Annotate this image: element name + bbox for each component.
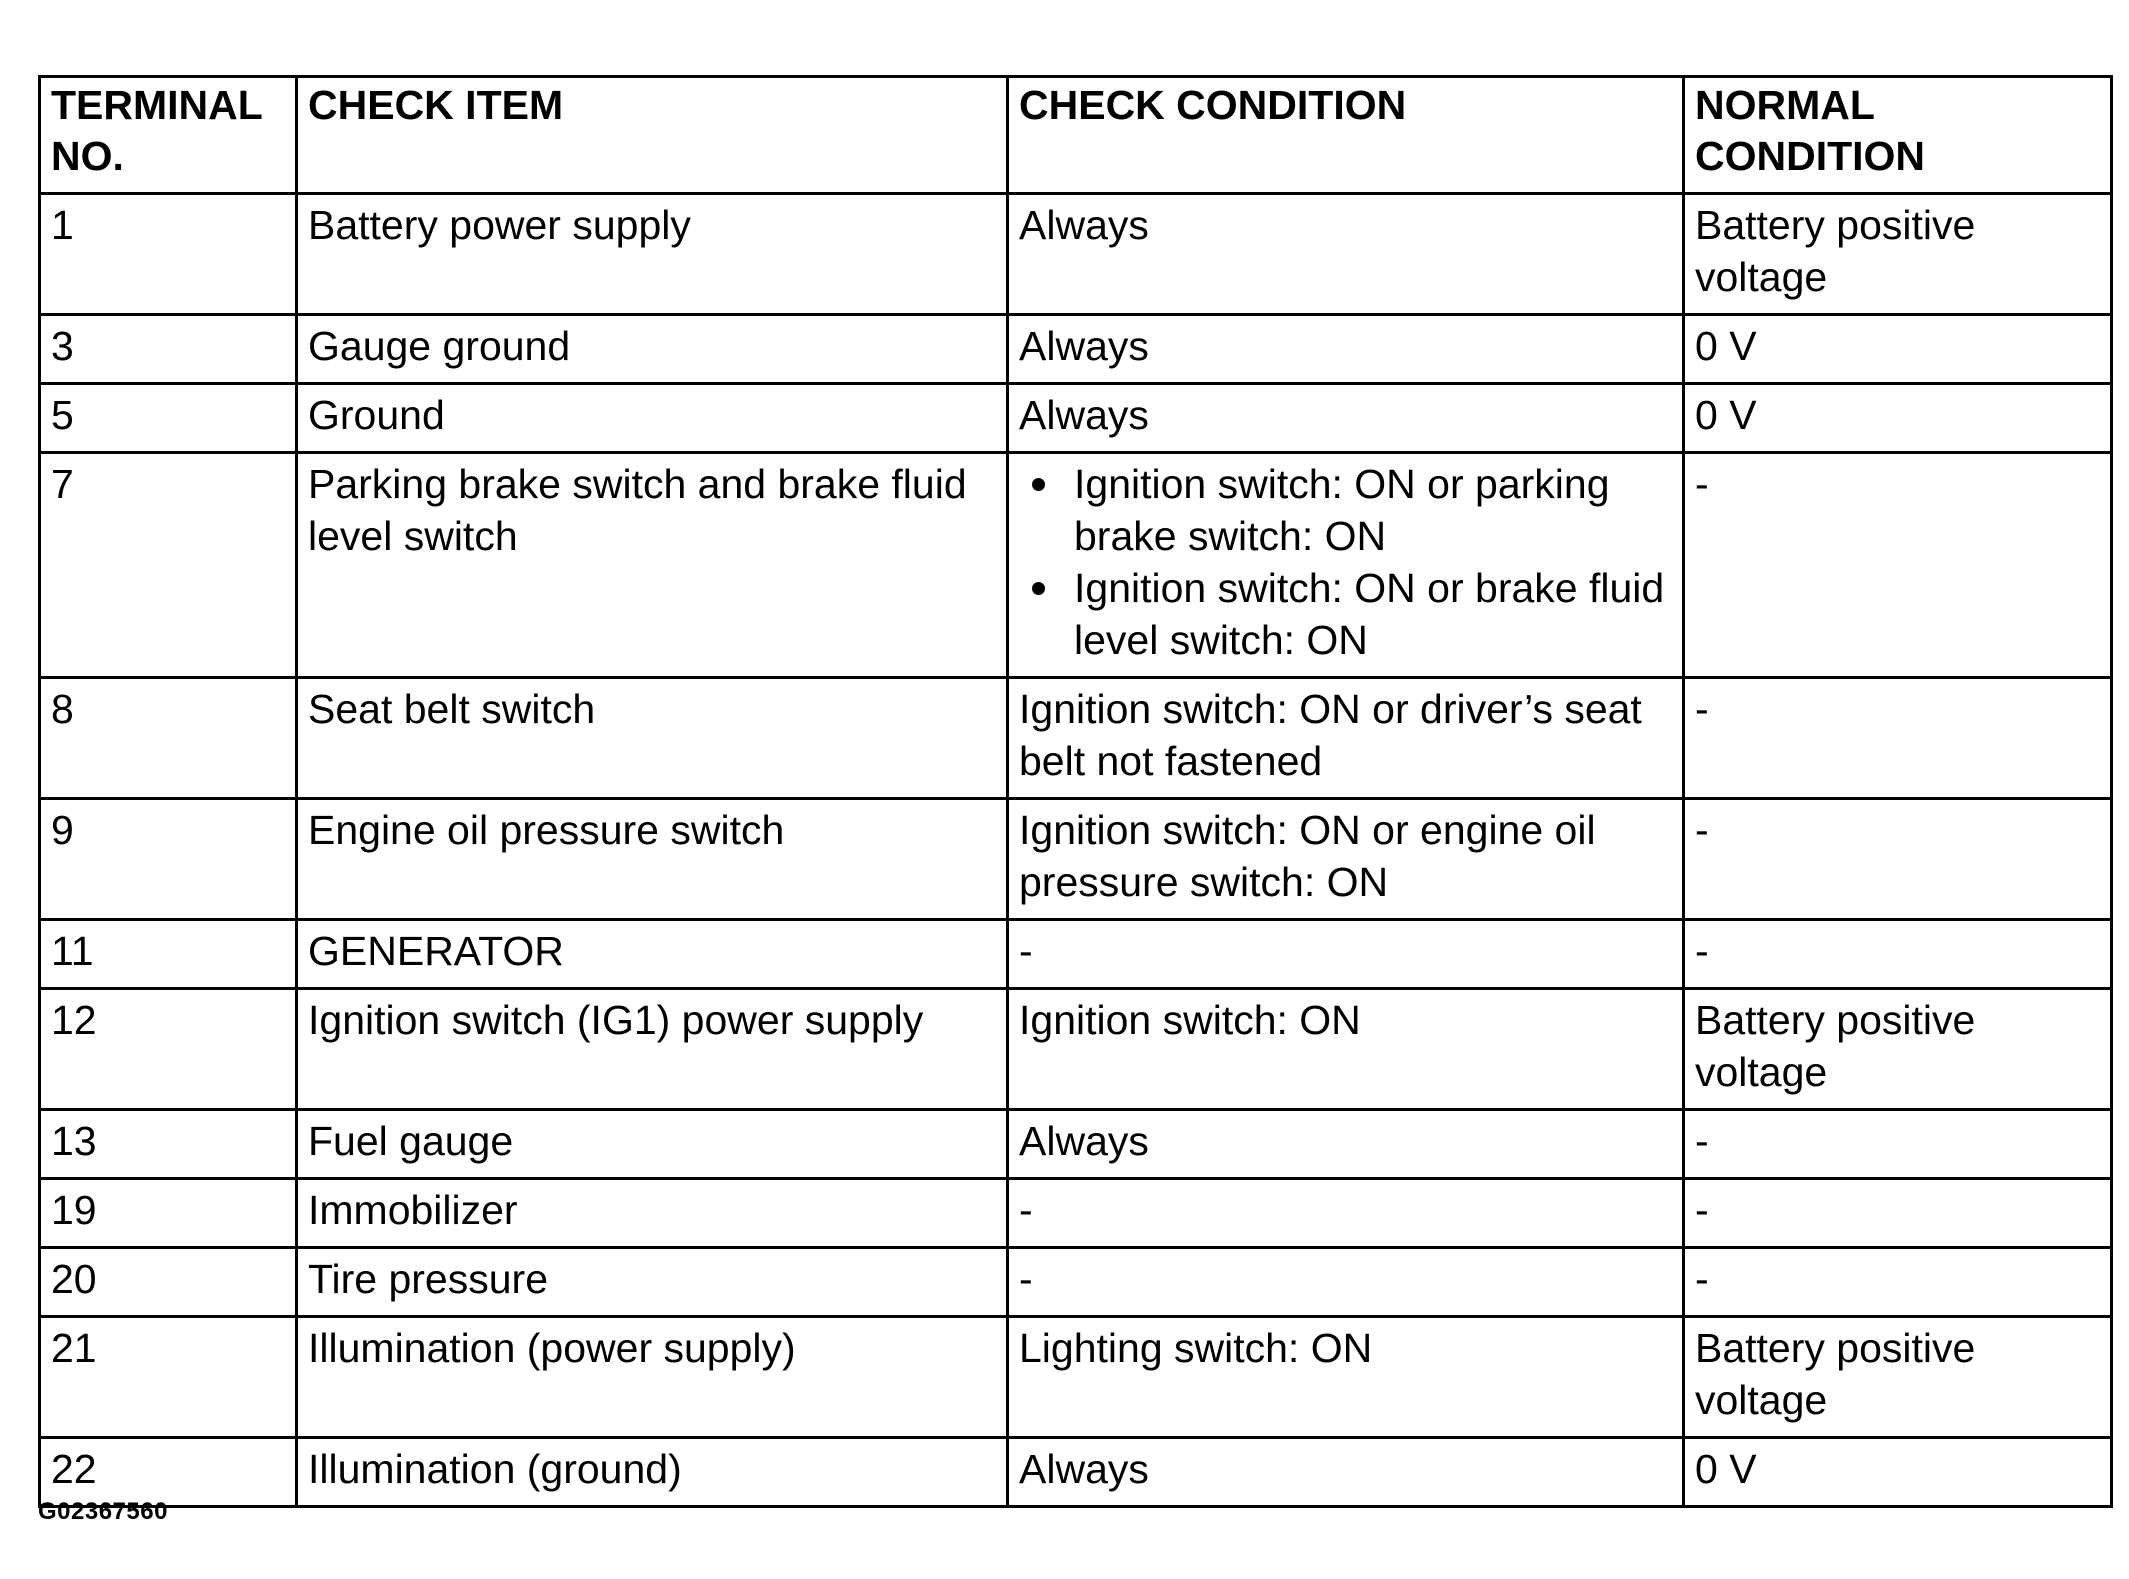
check-item-cell: Battery power supply	[297, 194, 1008, 315]
check-condition-cell: -	[1008, 1179, 1684, 1248]
normal-condition-cell: 0 V	[1684, 315, 2112, 384]
check-item-cell: Seat belt switch	[297, 678, 1008, 799]
header-check-item: CHECK ITEM	[297, 77, 1008, 194]
terminal-no-cell: 19	[40, 1179, 297, 1248]
terminal-no-cell: 22	[40, 1438, 297, 1507]
bullet-dot-icon	[1032, 582, 1045, 595]
terminal-check-table	[38, 75, 2113, 1508]
check-condition-cell: -	[1008, 1248, 1684, 1317]
normal-condition-cell: -	[1684, 678, 2112, 799]
check-condition-cell: Always	[1008, 1110, 1684, 1179]
terminal-no-cell: 9	[40, 799, 297, 920]
table-row	[40, 1438, 2112, 1507]
check-condition-cell	[1008, 453, 1684, 678]
terminal-no-cell: 7	[40, 453, 297, 678]
check-item-cell: Immobilizer	[297, 1179, 1008, 1248]
header-check-condition: CHECK CONDITION	[1008, 77, 1684, 194]
terminal-no-cell: 8	[40, 678, 297, 799]
normal-condition-cell: Battery positive voltage	[1684, 194, 2112, 315]
check-condition-cell: Always	[1008, 1438, 1684, 1507]
check-condition-cell: Always	[1008, 315, 1684, 384]
normal-condition-cell: -	[1684, 1110, 2112, 1179]
header-terminal-no: TERMINAL NO.	[40, 77, 297, 194]
check-item-cell: Ignition switch (IG1) power supply	[297, 989, 1008, 1110]
terminal-check-table-container	[38, 75, 2110, 1508]
table-row	[40, 989, 2112, 1110]
check-item-cell: Tire pressure	[297, 1248, 1008, 1317]
table-row	[40, 1317, 2112, 1438]
check-item-cell: Parking brake switch and brake fluid level switch	[297, 453, 1008, 678]
check-condition-cell: Lighting switch: ON	[1008, 1317, 1684, 1438]
normal-condition-cell: 0 V	[1684, 1438, 2112, 1507]
normal-condition-cell: Battery positive voltage	[1684, 989, 2112, 1110]
header-normal-condition: NORMAL CONDITION	[1684, 77, 2112, 194]
terminal-no-cell: 3	[40, 315, 297, 384]
table-row	[40, 453, 2112, 678]
table-row	[40, 1110, 2112, 1179]
table-row	[40, 799, 2112, 920]
table-row	[40, 194, 2112, 315]
condition-bullet-item	[1074, 458, 1672, 562]
check-item-cell: Gauge ground	[297, 315, 1008, 384]
table-row	[40, 1248, 2112, 1317]
normal-condition-cell: -	[1684, 453, 2112, 678]
table-row	[40, 920, 2112, 989]
check-item-cell: Illumination (power supply)	[297, 1317, 1008, 1438]
table-row	[40, 315, 2112, 384]
normal-condition-cell: -	[1684, 920, 2112, 989]
check-item-cell: GENERATOR	[297, 920, 1008, 989]
condition-bullet-text: Ignition switch: ON or parking brake switch: ON	[1074, 461, 1610, 559]
table-row	[40, 1179, 2112, 1248]
terminal-no-cell: 1	[40, 194, 297, 315]
table-header-row	[40, 77, 2112, 194]
check-item-cell: Illumination (ground)	[297, 1438, 1008, 1507]
terminal-no-cell: 5	[40, 384, 297, 453]
terminal-no-cell: 13	[40, 1110, 297, 1179]
normal-condition-cell: -	[1684, 799, 2112, 920]
table-row	[40, 678, 2112, 799]
normal-condition-cell: -	[1684, 1248, 2112, 1317]
terminal-no-cell: 21	[40, 1317, 297, 1438]
check-item-cell: Ground	[297, 384, 1008, 453]
check-item-cell: Engine oil pressure switch	[297, 799, 1008, 920]
normal-condition-cell: 0 V	[1684, 384, 2112, 453]
normal-condition-cell: -	[1684, 1179, 2112, 1248]
check-condition-cell: Ignition switch: ON or driver’s seat belt not fastened	[1008, 678, 1684, 799]
check-condition-cell: Always	[1008, 194, 1684, 315]
bullet-dot-icon	[1032, 478, 1045, 491]
condition-bullet-item	[1074, 562, 1672, 666]
table-row	[40, 384, 2112, 453]
check-condition-cell: Ignition switch: ON	[1008, 989, 1684, 1110]
check-condition-cell: Always	[1008, 384, 1684, 453]
check-item-cell: Fuel gauge	[297, 1110, 1008, 1179]
terminal-no-cell: 12	[40, 989, 297, 1110]
condition-bullet-text: Ignition switch: ON or brake fluid level switch: ON	[1074, 565, 1665, 663]
terminal-no-cell: 20	[40, 1248, 297, 1317]
check-condition-cell: Ignition switch: ON or engine oil pressure switch: ON	[1008, 799, 1684, 920]
condition-bullet-list	[1019, 458, 1672, 666]
check-condition-cell: -	[1008, 920, 1684, 989]
terminal-no-cell: 11	[40, 920, 297, 989]
normal-condition-cell: Battery positive voltage	[1684, 1317, 2112, 1438]
figure-code: G02367560	[38, 1498, 168, 1525]
